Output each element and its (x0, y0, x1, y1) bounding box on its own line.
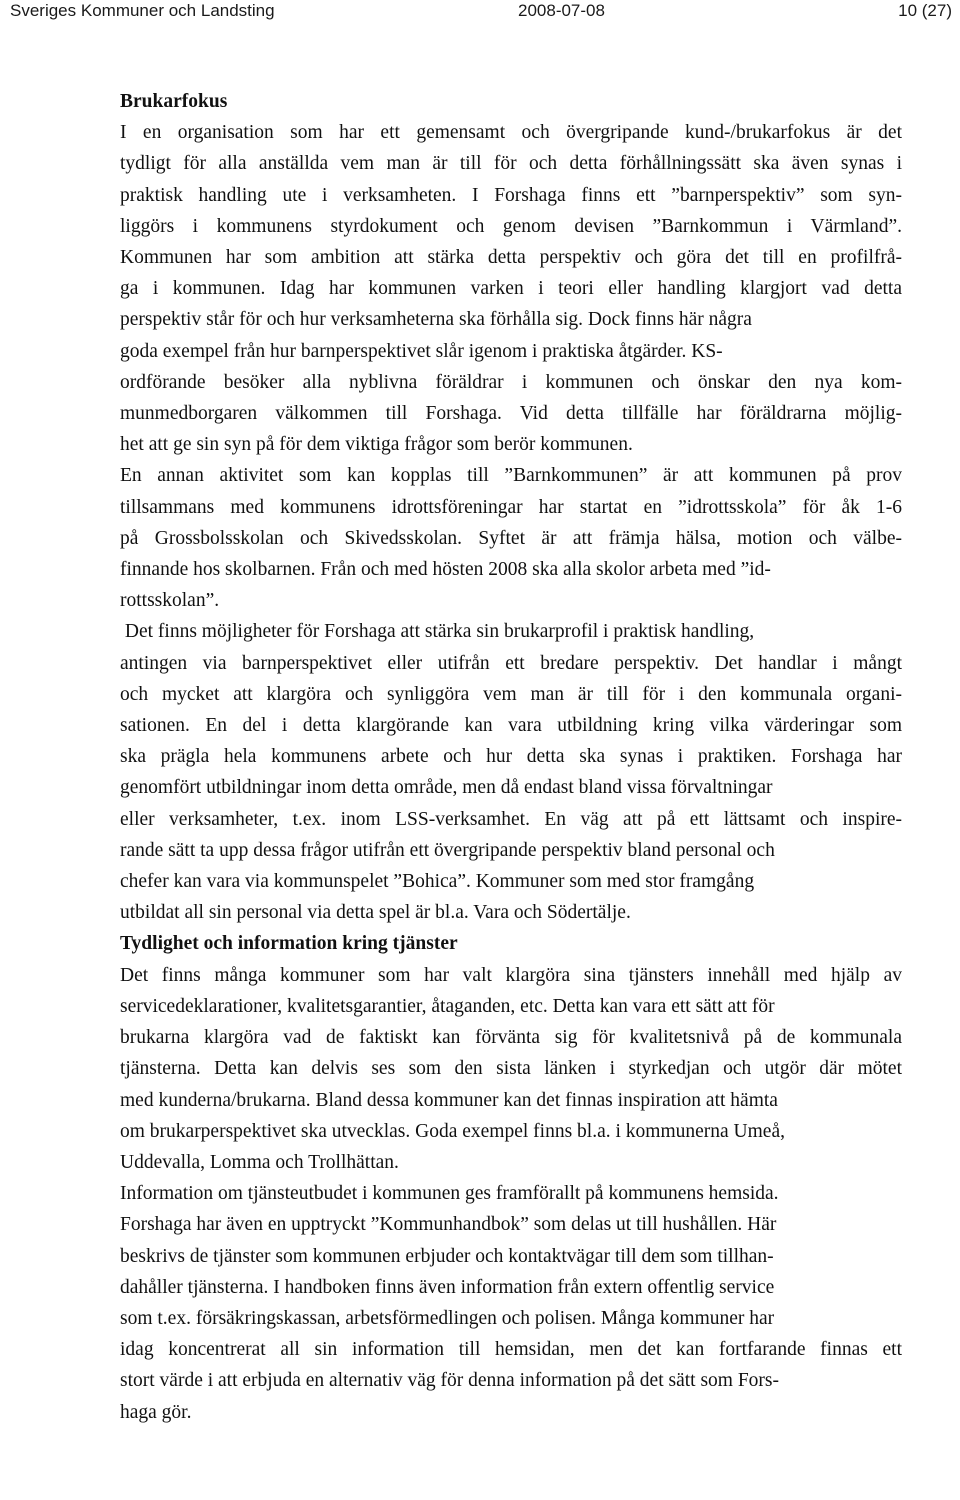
text-line: perspektiv står för och hur verksamheterna ska förhålla sig. Dock finns här några (120, 309, 752, 331)
text-line: ska prägla hela kommunens arbete och hur detta ska synas i praktiken. Forshaga har (120, 746, 902, 768)
text-line: sationen. En del i detta klargörande kan vara utbildning kring vilka värderingar som (120, 715, 902, 737)
paragraph-brukarfokus-intro (120, 117, 902, 460)
text-line: stort värde i att erbjuda en alternativ väg för denna information på det sätt som Fors- (120, 1370, 780, 1392)
header-organization: Sveriges Kommuner och Landsting (10, 1, 275, 20)
section-title-tydlighet: Tydlighet och information kring tjänster (120, 933, 458, 955)
text-line: Uddevalla, Lomma och Trollhättan. (120, 1151, 399, 1173)
text-line: tjänsterna. Detta kan delvis ses som den sista länken i styrkedjan och utgör där mötet (120, 1058, 902, 1080)
text-line: genomfört utbildningar inom detta område, men då endast bland vissa förvaltningar (120, 777, 773, 799)
text-line: het att ge sin syn på för dem viktiga frågor som berör kommunen. (120, 434, 633, 456)
paragraph-idrottsskola (120, 460, 902, 616)
text-line: idag koncentrerat all sin information till hemsidan, men det kan fortfarande finnas ett (120, 1339, 902, 1361)
text-line: liggörs i kommunens styrdokument och genom devisen ”Barnkommun i Värmland”. (120, 215, 902, 237)
paragraph-servicedeklarationer (120, 960, 902, 1178)
paragraph-information-tjansteutbud (120, 1178, 902, 1428)
text-line: som t.ex. försäkringskassan, arbetsförmedlingen och polisen. Många kommuner har (120, 1307, 775, 1329)
text-line: beskrivs de tjänster som kommunen erbjuder och kontaktvägar till dem som tillhan- (120, 1245, 774, 1267)
document-body (120, 86, 902, 1428)
text-line: chefer kan vara via kommunspelet ”Bohica”. Kommuner som med stor framgång (120, 871, 755, 893)
text-line: haga gör. (120, 1401, 192, 1423)
text-line: praktisk handling ute i verksamheten. I Forshaga finns ett ”barnperspektiv” som syn- (120, 184, 902, 206)
text-line: om brukarperspektivet ska utvecklas. Goda exempel finns bl.a. i kommunerna Umeå, (120, 1120, 785, 1142)
text-line: Forshaga har även en upptryckt ”Kommunhandbok” som delas ut till hushållen. Här (120, 1214, 777, 1236)
text-line: tydligt för alla anställda vem man är till för och detta förhållningssätt ska även synas i (120, 153, 902, 175)
text-line: rottsskolan”. (120, 590, 220, 612)
text-line: antingen via barnperspektivet eller utifrån ett bredare perspektiv. Det handlar i mångt (120, 652, 902, 674)
text-line: rande sätt ta upp dessa frågor utifrån ett övergripande perspektiv bland personal och (120, 839, 775, 861)
text-line: Information om tjänsteutbudet i kommunen ges framförallt på kommunens hemsida. (120, 1183, 779, 1205)
text-line: En annan aktivitet som kan kopplas till ”Barnkommunen” är att kommunen på prov (120, 465, 902, 487)
text-line: munmedborgaren välkommen till Forshaga. Vid detta tillfälle har föräldrarna möjlig- (120, 403, 902, 425)
text-line: dahåller tjänsterna. I handboken finns även information från extern offentlig service (120, 1276, 775, 1298)
text-line: eller verksamheter, t.ex. inom LSS-verksamhet. En väg att på ett lättsamt och inspire- (120, 808, 902, 830)
section-title-brukarfokus: Brukarfokus (120, 91, 228, 112)
header-date: 2008-07-08 (518, 1, 605, 20)
text-line: utbildat all sin personal via detta spel är bl.a. Vara och Södertälje. (120, 902, 631, 924)
text-line: finnande hos skolbarnen. Från och med hösten 2008 ska alla skolor arbeta med ”id- (120, 559, 771, 581)
text-line: ordförande besöker alla nyblivna föräldrar i kommunen och önskar den nya kom- (120, 371, 902, 393)
text-line: på Grossbolsskolan och Skivedsskolan. Syftet är att främja hälsa, motion och välbe- (120, 527, 902, 549)
text-line: tillsammans med kommunens idrottsföreningar har startat en ”idrottsskola” för åk 1-6 (120, 496, 902, 518)
text-line: servicedeklarationer, kvalitetsgarantier, åtaganden, etc. Detta kan vara ett sätt att för (120, 995, 775, 1017)
text-line: brukarna klargöra vad de faktiskt kan förvänta sig för kvalitetsnivå på de kommunala (120, 1027, 902, 1049)
paragraph-brukarprofil (120, 616, 902, 928)
page-header (0, 0, 960, 26)
text-line: I en organisation som har ett gemensamt och övergripande kund-/brukarfokus är det (120, 122, 902, 144)
text-line: och mycket att klargöra och synliggöra vem man är till för i den kommunala organi- (120, 683, 902, 705)
text-line: Det finns möjligheter för Forshaga att stärka sin brukarprofil i praktisk handling, (120, 621, 755, 643)
text-line: Det finns många kommuner som har valt klargöra sina tjänsters innehåll med hjälp av (120, 964, 902, 986)
text-line: goda exempel från hur barnperspektivet slår igenom i praktiska åtgärder. KS- (120, 340, 723, 362)
text-line: Kommunen har som ambition att stärka detta perspektiv och göra det till en profilfrå- (120, 247, 902, 269)
text-line: ga i kommunen. Idag har kommunen varken i teori eller handling klargjort vad detta (120, 278, 902, 300)
header-page-number: 10 (27) (898, 1, 952, 20)
text-line: med kunderna/brukarna. Bland dessa kommuner kan det finnas inspiration att hämta (120, 1089, 778, 1111)
